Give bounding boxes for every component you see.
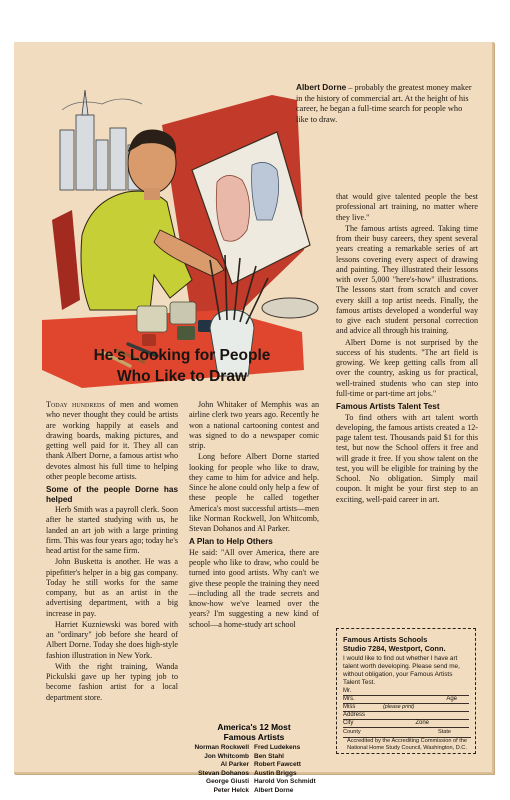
paragraph: Albert Dorne is not surprised by the success of his students. "The art field is growing. We keep getting calls from all over the country, asking us for practical, well-trained students who can step into full-time or part-time art jobs."	[336, 337, 478, 398]
headline-line-1: He's Looking for People	[93, 347, 271, 364]
illustration-caption	[296, 82, 476, 125]
paragraph-text: of men and women who never thought they could be artists are working happily at easels and drawing boards, making pictures, and getting well paid for it. They all can thank Albert Dorne, a famous artist who devotes almost his full time to helping other people become artists.	[46, 400, 178, 481]
coupon-label-state: State	[437, 729, 451, 735]
paragraph: that would give talented people the best professional art training, no matter where they live."	[336, 192, 478, 222]
caption-text: – probably the greatest money maker in the history of commercial art. At the height of his career, he began a full-time search for people who like to draw.	[296, 83, 472, 124]
artist-name: Austin Briggs	[254, 769, 297, 777]
headline-line-2: Who Like to Draw	[116, 368, 248, 385]
artist-name: Fred Ludekens	[254, 744, 301, 751]
coupon-label-mrs: Mrs.	[343, 696, 355, 702]
coupon-label-zone: Zone	[415, 720, 429, 726]
coupon-title-line-2: Studio 7284, Westport, Conn.	[343, 644, 446, 653]
artist-name: Al Parker	[220, 761, 249, 769]
paragraph: With the right training, Wanda Pickulski gave up her typing job to become fashion artist for a local department store.	[46, 661, 178, 702]
coupon-body: I would like to find out whether I have art talent worth developing. Please send me, without obligation, your Famous Artists Talent Test.	[343, 655, 460, 686]
paragraph: To find others with art talent worth developing, the famous artists created a 12-page talent test. Thousands paid $1 for this test, but now the School offers it free and will grade it free. If you show talent on the test, you will be eligible for training by the School. No obligation. Simply mail coupon. It might be your first step to an exciting, well-paid career in art.	[336, 412, 478, 504]
magazine-page	[14, 42, 494, 794]
coupon-label-please-print: (please print)	[383, 704, 415, 710]
paragraph: John Whitaker of Memphis was an airline clerk two years ago. Recently he won a national cartooning contest and was signed to do a newspaper comic strip.	[189, 400, 319, 450]
artist-illustration	[42, 70, 338, 390]
lead-in: Today hundreds	[46, 400, 105, 409]
board-figure-woman	[216, 175, 249, 241]
artist-name: Ben Stahl	[254, 752, 284, 760]
artist-name: Robert Fawcett	[254, 761, 301, 769]
artist-name: Jon Whitcomb	[204, 752, 249, 760]
paragraph	[46, 400, 178, 482]
coupon-title	[343, 635, 471, 653]
subhead-talent-test: Famous Artists Talent Test	[336, 402, 440, 411]
artist-name: George Giusti	[206, 778, 249, 786]
artist-name: Norman Rockwell	[194, 744, 249, 751]
coupon-line-city[interactable]	[343, 719, 469, 728]
paragraph: Herb Smith was a payroll clerk. Soon after he started studying with us, he landed an art job with a large printing firm. This was four years ago; today he's head artist for the same firm.	[46, 505, 178, 555]
coupon-label-address: Address	[343, 712, 366, 718]
artist-name: Peter Helck	[213, 786, 249, 794]
artists-title-line-1: America's 12 Most	[217, 722, 291, 732]
coupon-label-county: County	[343, 729, 361, 735]
subhead-helped: Some of the people Dorne has helped	[46, 485, 178, 504]
paragraph: Long before Albert Dorne started looking for people who like to draw, they came to him for advice and help. Since he alone could only help a few of these people he called together America's most successful artists—men like Norman Rockwell, Jon Whitcomb, Stevan Dohanos and Al Parker.	[189, 452, 319, 533]
artists-title	[189, 722, 319, 742]
artists-title-line-2: Famous Artists	[223, 732, 285, 742]
artists-list	[186, 744, 322, 796]
paragraph: John Busketta is another. He was a pipefitter's helper in a big gas company. Today he still works for the same company, but as an artist in the advertising department, with a big increase in pay.	[46, 557, 178, 618]
artist-name: Harold Von Schmidt	[254, 778, 316, 786]
coupon-accreditation: Accredited by the Accrediting Commission of the National Home Study Council, Washington, D.C.	[346, 738, 467, 751]
coupon-footer	[343, 729, 471, 752]
coupon-line-county[interactable]	[343, 729, 471, 738]
board-figure-man	[252, 162, 279, 220]
subhead-plan: A Plan to Help Others	[189, 537, 273, 547]
coupon-label-mr: Mr.	[343, 688, 352, 694]
paragraph: The famous artists agreed. Taking time from their busy careers, they spent several years creating a remarkable series of art lessons covering every aspect of drawing and painting. They illustrated their lessons with over 5,000 "here's-how" illustrations. The lessons start from scratch and cover every skill a top artist needs. Finally, the famous artists developed a wonderful way to give each student personal correction and advice all through his training.	[336, 223, 478, 336]
artist-name: Stevan Dohanos	[198, 769, 249, 777]
coupon-label-miss: Miss	[343, 704, 356, 710]
article-column-3	[336, 192, 478, 506]
headline	[44, 345, 320, 387]
coupon-label-city: City	[343, 720, 354, 726]
chair	[52, 210, 80, 310]
paragraph: He said: "All over America, there are people who like to draw, who could be turned into good artists. Why can't we give these people the training they need—including all the trade secrets and know-how we've learned over the years? I'm suggesting a new kind of school—a home-study art school	[189, 547, 319, 629]
paragraph: Harriet Kuzniewski was bored with an "ordinary" job before she heard of Albert Dorne. Today she does high-style fashion illustration in New York.	[46, 619, 178, 660]
mixing-bowl	[262, 298, 318, 318]
man-neck	[144, 188, 160, 200]
artist-name: Albert Dorne	[254, 786, 294, 794]
coupon-title-line-1: Famous Artists Schools	[343, 635, 428, 644]
article-column-2	[189, 400, 319, 631]
mail-in-coupon[interactable]	[336, 628, 476, 754]
coupon-label-age: Age	[446, 696, 457, 702]
caption-name: Albert Dorne	[296, 82, 347, 92]
article-column-1	[46, 400, 178, 704]
